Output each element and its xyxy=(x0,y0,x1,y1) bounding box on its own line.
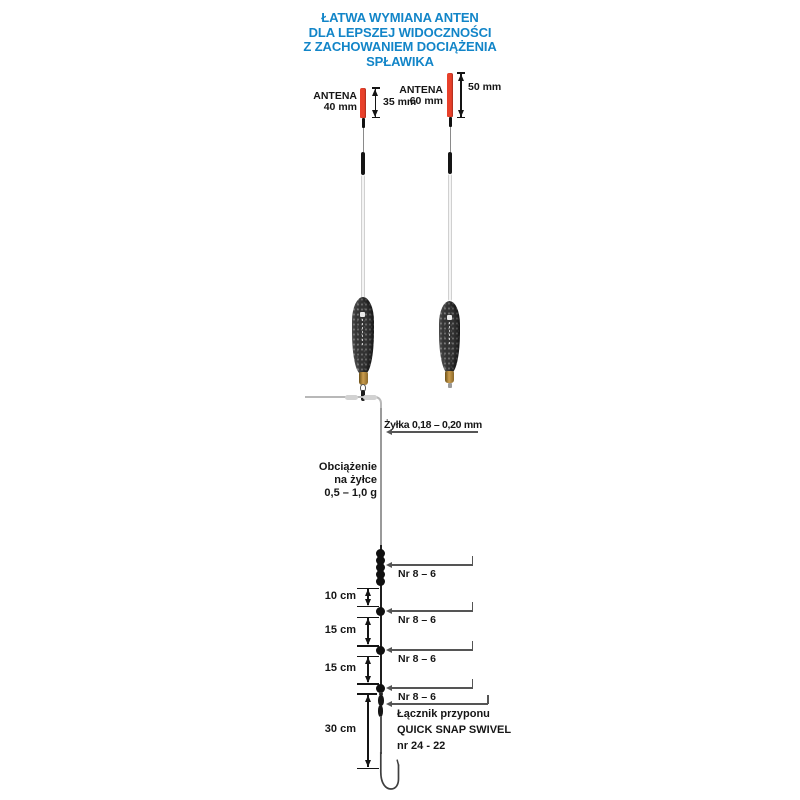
antenna-left-bar xyxy=(360,88,366,118)
antenna-left-label-line1: ANTENA xyxy=(313,90,357,102)
antenna-right-label xyxy=(366,85,443,107)
page-title xyxy=(0,11,800,69)
fishing-hook-icon xyxy=(374,752,404,794)
float-right-nub xyxy=(448,383,452,388)
arrow-up-icon xyxy=(365,589,371,596)
arrow-down-icon xyxy=(365,760,371,767)
antenna-right-label-line1: ANTENA xyxy=(399,84,443,96)
callout-leader xyxy=(392,703,488,705)
quick-snap-swivel-lower xyxy=(378,705,383,717)
callout-end-tick xyxy=(472,679,474,688)
line-sleeve xyxy=(345,395,358,400)
antenna-right-label-line2: 60 mm xyxy=(409,95,443,107)
antenna-left-socket xyxy=(362,118,365,128)
snap-swivel-label xyxy=(397,706,511,754)
arrow-down-icon xyxy=(365,676,371,683)
title-line-1: ŁATWA WYMIANA ANTEN xyxy=(321,10,479,25)
brand-mark-icon xyxy=(447,315,452,320)
arrow-down-icon xyxy=(365,638,371,645)
arrow-down-icon xyxy=(372,110,378,117)
callout-leader xyxy=(392,564,473,566)
float-left-collar xyxy=(361,152,366,175)
float-left-wire xyxy=(363,128,364,152)
distance-label: 15 cm xyxy=(324,624,356,636)
antenna-right-bar xyxy=(447,73,453,117)
bracket-tick xyxy=(357,606,379,608)
title-line-2: DLA LEPSZEJ WIDOCZNOŚCI xyxy=(308,24,492,40)
line-diameter-label: Żyłka 0,18 – 0,20 mm xyxy=(384,419,482,431)
float-right-brass-fitting xyxy=(445,371,454,383)
callout-end-tick xyxy=(472,641,474,650)
distance-label: 30 cm xyxy=(324,723,356,735)
weight-label-line2: na żyłce xyxy=(334,474,377,486)
callout-leader xyxy=(392,431,478,433)
shot-size-label: Nr 8 – 6 xyxy=(398,691,436,703)
line-sleeve xyxy=(363,395,377,400)
shot-size-label: Nr 8 – 6 xyxy=(398,653,436,665)
arrow-down-icon xyxy=(458,110,464,117)
arrow-up-icon xyxy=(365,657,371,664)
weight-label-line1: Obciążenie xyxy=(318,461,377,473)
snap-label-line2: QUICK SNAP SWIVEL xyxy=(397,724,512,736)
float-right-wire xyxy=(450,127,451,152)
brand-text-strip xyxy=(449,322,451,346)
callout-end-tick xyxy=(472,556,474,565)
antenna-right-dimension: 50 mm xyxy=(468,81,502,93)
main-line-horizontal xyxy=(305,396,371,398)
float-right-collar xyxy=(448,152,453,174)
distance-label: 15 cm xyxy=(324,662,356,674)
callout-leader xyxy=(392,610,473,612)
antenna-left-dimension: 35 mm xyxy=(383,96,417,108)
callout-end-tick xyxy=(472,602,474,611)
bracket-line xyxy=(367,695,368,767)
main-line-vertical-upper xyxy=(380,408,382,545)
weight-on-line-label xyxy=(290,461,377,500)
weight-label-line3: 0,5 – 1,0 g xyxy=(324,487,377,499)
callout-leader xyxy=(392,687,473,689)
split-shot xyxy=(376,577,385,586)
title-line-3: Z ZACHOWANIEM DOCIĄŻENIA xyxy=(303,39,497,54)
brand-text-strip xyxy=(362,319,364,345)
antenna-left-label xyxy=(280,91,357,113)
hook-leader-line xyxy=(380,716,381,754)
bracket-tick xyxy=(357,645,379,647)
quick-snap-swivel xyxy=(378,695,384,706)
float-right-stem xyxy=(448,174,452,301)
arrow-up-icon xyxy=(365,695,371,702)
split-shot xyxy=(376,646,385,655)
antenna-left-label-line2: 40 mm xyxy=(323,101,357,113)
bracket-tick xyxy=(357,683,379,685)
antenna-right-socket xyxy=(449,117,452,127)
title-line-4: SPŁAWIKA xyxy=(366,53,434,69)
callout-end-tick xyxy=(487,695,489,704)
distance-label: 10 cm xyxy=(324,590,356,602)
split-shot xyxy=(376,607,385,616)
arrow-up-icon xyxy=(458,74,464,81)
shot-size-label: Nr 8 – 6 xyxy=(398,568,436,580)
brand-mark-icon xyxy=(360,312,365,317)
float-left-stem xyxy=(361,175,365,298)
shot-size-label: Nr 8 – 6 xyxy=(398,614,436,626)
snap-label-line1: Łącznik przyponu xyxy=(397,708,490,720)
callout-leader xyxy=(392,649,473,651)
arrow-up-icon xyxy=(365,618,371,625)
arrow-down-icon xyxy=(365,599,371,606)
snap-label-line3: nr 24 - 22 xyxy=(397,740,446,752)
